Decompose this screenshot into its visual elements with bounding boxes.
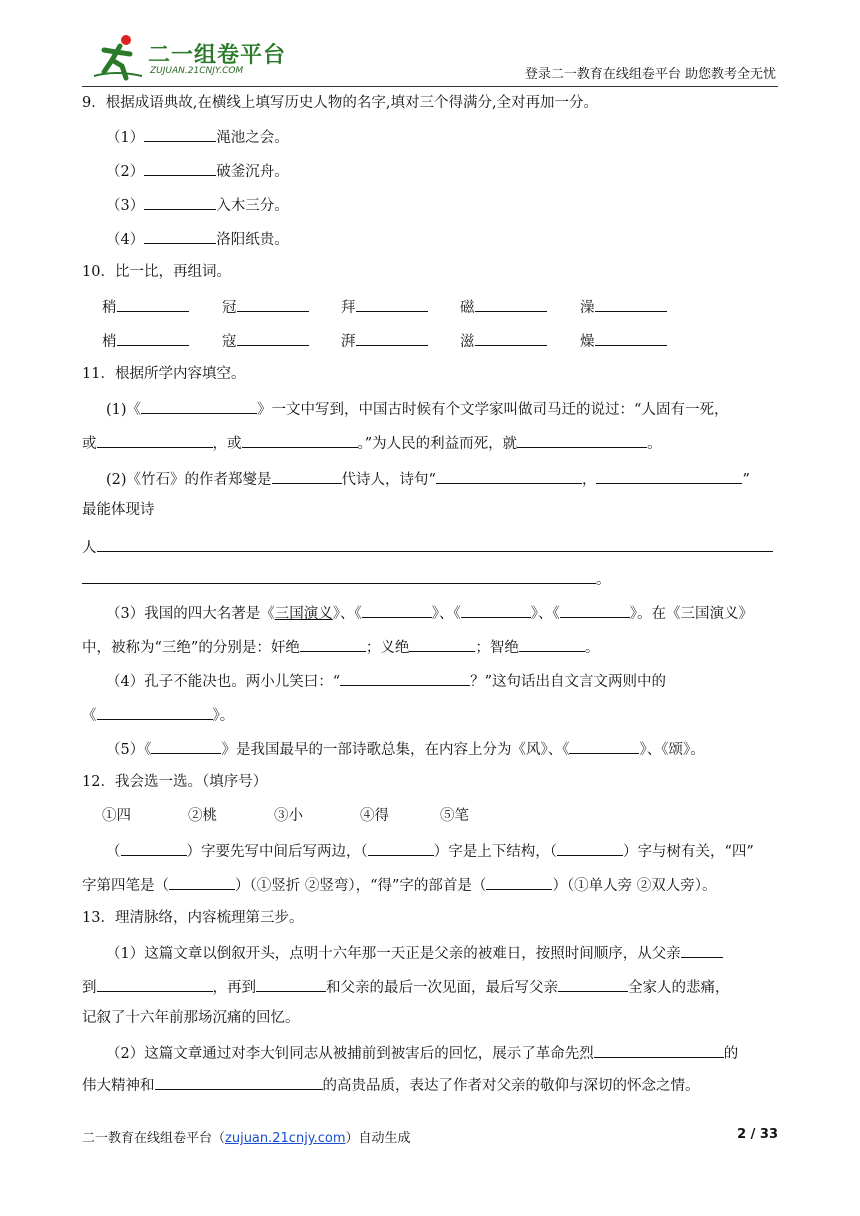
- text: ，或: [212, 436, 242, 452]
- q9-item-4: [106, 228, 289, 250]
- text: ）字与树有关，“四”: [623, 844, 754, 860]
- answer-blank[interactable]: [356, 330, 428, 346]
- answer-blank[interactable]: [117, 296, 189, 312]
- q12-line2: [82, 874, 717, 896]
- answer-blank[interactable]: [409, 636, 475, 652]
- q13-part1-line3: 记叙了十六年前那场沉痛的回忆。: [82, 1010, 300, 1026]
- q12-stem: 12．我会选一选。（填序号）: [82, 774, 268, 790]
- answer-blank[interactable]: [97, 536, 773, 552]
- character: 寇: [222, 334, 237, 350]
- footer-source: [82, 1127, 411, 1146]
- text: ；义绝: [365, 640, 410, 656]
- text: ）字要先写中间后写两边，（: [186, 844, 368, 860]
- answer-blank[interactable]: [144, 160, 216, 176]
- q10-char-2-1: [102, 330, 189, 352]
- text: 。: [584, 640, 600, 656]
- answer-blank[interactable]: [596, 468, 742, 484]
- text: ，再到: [212, 980, 256, 996]
- character: 澡: [580, 300, 595, 316]
- text: （5）《: [106, 742, 152, 758]
- answer-blank[interactable]: [169, 874, 235, 890]
- q11-part2-line4: [82, 568, 611, 590]
- text: （3）我国的四大名著是《: [106, 606, 275, 622]
- answer-blank[interactable]: [237, 330, 309, 346]
- answer-blank[interactable]: [558, 976, 628, 992]
- q10-char-1-3: [341, 296, 428, 318]
- answer-blank[interactable]: [97, 704, 213, 720]
- answer-blank[interactable]: [144, 228, 216, 244]
- page-header: [82, 30, 778, 87]
- item-text: 渑池之会。: [216, 130, 289, 146]
- answer-blank[interactable]: [340, 670, 470, 686]
- answer-blank[interactable]: [144, 126, 216, 142]
- text: 到: [82, 980, 97, 996]
- underlined-answer: 三国演义: [274, 606, 333, 622]
- answer-blank[interactable]: [486, 874, 552, 890]
- text: （2）这篇文章通过对李大钊同志从被捕前到被害后的回忆，展示了革命先烈: [106, 1046, 594, 1062]
- character: 梢: [102, 334, 117, 350]
- text: 二一教育在线组卷平台（: [82, 1131, 226, 1146]
- text: 。: [596, 572, 611, 588]
- site-link[interactable]: zujuan.21cnjy.com: [225, 1131, 346, 1146]
- q10-char-1-1: [102, 296, 189, 318]
- runner-logo-icon: [90, 32, 146, 82]
- answer-blank[interactable]: [595, 296, 667, 312]
- answer-blank[interactable]: [144, 194, 216, 210]
- page-number: 2 / 33: [737, 1127, 778, 1142]
- text: 。”为人民的利益而死，就: [357, 436, 518, 452]
- character: 稍: [102, 300, 117, 316]
- q11-part1-line2: [82, 432, 662, 454]
- site-logo: [90, 32, 290, 82]
- q10-char-1-2: [222, 296, 309, 318]
- q13-stem: 13．理清脉络，内容梳理第三步。: [82, 910, 304, 926]
- q11-part1-line1: [106, 398, 728, 420]
- text: 和父亲的最后一次见面，最后写父亲: [326, 980, 558, 996]
- answer-blank[interactable]: [368, 840, 434, 856]
- logo-text: 二一组卷平台: [148, 43, 287, 68]
- text: 的: [723, 1046, 739, 1062]
- answer-blank[interactable]: [121, 840, 187, 856]
- text: 》、《: [332, 606, 362, 622]
- answer-blank[interactable]: [461, 602, 531, 618]
- text: 的高贵品质，表达了作者对父亲的敬仰与深切的怀念之情。: [322, 1078, 700, 1094]
- answer-blank[interactable]: [681, 942, 723, 958]
- answer-blank[interactable]: [475, 296, 547, 312]
- q13-part1-line2: [82, 976, 730, 998]
- logo-subtext: ZUJUAN.21CNJY.COM: [150, 66, 244, 76]
- character: 滋: [460, 334, 475, 350]
- answer-blank[interactable]: [594, 1042, 724, 1058]
- q11-part4-line2: [82, 704, 234, 726]
- q11-part2-line3: [82, 536, 773, 558]
- answer-blank[interactable]: [436, 468, 582, 484]
- answer-blank[interactable]: [517, 432, 647, 448]
- answer-blank[interactable]: [97, 432, 213, 448]
- text: 》是我国最早的一部诗歌总集，在内容上分为《风》、《: [221, 742, 570, 758]
- text: 字第四笔是（: [82, 878, 169, 894]
- text: （1）这篇文章以倒叙开头，点明十六年那一天正是父亲的被难日，按照时间顺序，从父亲: [106, 946, 681, 962]
- answer-blank[interactable]: [557, 840, 623, 856]
- answer-blank[interactable]: [117, 330, 189, 346]
- text: 代诗人，诗句“: [341, 472, 436, 488]
- character: 拜: [341, 300, 356, 316]
- answer-blank[interactable]: [356, 296, 428, 312]
- header-slogan: 登录二一教育在线组卷平台 助您教考全无忧: [524, 67, 776, 82]
- character: 冠: [222, 300, 237, 316]
- answer-blank[interactable]: [82, 568, 596, 584]
- text: （: [106, 844, 121, 860]
- text: ？”这句话出自文言文两则中的: [470, 674, 667, 690]
- answer-blank[interactable]: [272, 468, 342, 484]
- answer-blank[interactable]: [560, 602, 630, 618]
- character: 湃: [341, 334, 356, 350]
- text: 或: [82, 436, 97, 452]
- answer-blank[interactable]: [256, 976, 326, 992]
- text: ”: [742, 472, 750, 488]
- text: 。: [647, 436, 662, 452]
- answer-blank[interactable]: [362, 602, 432, 618]
- answer-blank[interactable]: [155, 1074, 323, 1090]
- q11-part5: [106, 738, 705, 760]
- q12-option-5: ⑤笔: [440, 808, 469, 824]
- character: 磁: [460, 300, 475, 316]
- text: （4）孔子不能决也。两小儿笑曰：“: [106, 674, 341, 690]
- q13-part1-line1: [106, 942, 723, 964]
- item-text: 洛阳纸贵。: [216, 232, 289, 248]
- q12-option-2: ②桃: [188, 808, 217, 824]
- text: 》。: [212, 708, 235, 724]
- q10-char-2-3: [341, 330, 428, 352]
- text: 中，被称为“三绝”的分别是：奸绝: [82, 640, 300, 656]
- text: (1)《: [106, 402, 142, 418]
- item-text: 破釜沉舟。: [216, 164, 289, 180]
- text: ）自动生成: [345, 1131, 411, 1146]
- q12-option-4: ④得: [360, 808, 389, 824]
- q13-part2-line1: [106, 1042, 738, 1064]
- answer-blank[interactable]: [519, 636, 585, 652]
- page-footer: [82, 1127, 778, 1147]
- text: 全家人的悲痛，: [628, 980, 730, 996]
- answer-blank[interactable]: [242, 432, 358, 448]
- answer-blank[interactable]: [97, 976, 213, 992]
- q11-part3-line1: [106, 602, 753, 624]
- q11-part4-line1: [106, 670, 666, 692]
- q11-part2-line1: [106, 468, 750, 490]
- text: ）字是上下结构，（: [433, 844, 557, 860]
- text: 》、《颂》。: [639, 742, 705, 758]
- item-number: （1）: [106, 130, 145, 146]
- q9-item-2: [106, 160, 289, 182]
- q9-item-3: [106, 194, 289, 216]
- answer-blank[interactable]: [237, 296, 309, 312]
- q10-stem: 10．比一比，再组词。: [82, 264, 231, 280]
- text: 《: [82, 708, 97, 724]
- q12-option-3: ③小: [274, 808, 303, 824]
- q10-char-2-4: [460, 330, 547, 352]
- answer-blank[interactable]: [151, 738, 221, 754]
- text: ）（①竖折 ②竖弯），“得”字的部首是（: [235, 878, 487, 894]
- q10-char-2-2: [222, 330, 309, 352]
- text: ；智绝: [475, 640, 519, 656]
- character: 燥: [580, 334, 595, 350]
- q11-part3-line2: [82, 636, 599, 658]
- text: 人: [82, 540, 97, 556]
- q13-part2-line2: [82, 1074, 700, 1096]
- item-number: （4）: [106, 232, 145, 248]
- text: 》一文中写到，中国古时候有个文学家叫做司马迁的说过：“人固有一死，: [257, 402, 729, 418]
- answer-blank[interactable]: [569, 738, 639, 754]
- q12-option-1: ①四: [102, 808, 131, 824]
- text: (2)《竹石》的作者郑燮是: [106, 472, 272, 488]
- text: 》。在《三国演义》: [629, 606, 753, 622]
- item-text: 入木三分。: [216, 198, 289, 214]
- q9-stem: 9．根据成语典故,在横线上填写历史人物的名字,填对三个得满分,全对再加一分。: [82, 95, 599, 111]
- q10-char-1-4: [460, 296, 547, 318]
- text: ）（①单人旁 ②双人旁）。: [552, 878, 717, 894]
- text: 》、《: [530, 606, 560, 622]
- q11-part2-line2: 最能体现诗: [82, 502, 155, 518]
- answer-blank[interactable]: [300, 636, 366, 652]
- q11-stem: 11．根据所学内容填空。: [82, 366, 246, 382]
- text: 伟大精神和: [82, 1078, 155, 1094]
- q10-char-2-5: [580, 330, 667, 352]
- q10-char-1-5: [580, 296, 667, 318]
- item-number: （2）: [106, 164, 145, 180]
- answer-blank[interactable]: [141, 398, 257, 414]
- text: ，: [581, 472, 597, 488]
- q9-item-1: [106, 126, 289, 148]
- answer-blank[interactable]: [595, 330, 667, 346]
- q12-line1: [106, 840, 754, 862]
- answer-blank[interactable]: [475, 330, 547, 346]
- text: 》、《: [431, 606, 461, 622]
- item-number: （3）: [106, 198, 145, 214]
